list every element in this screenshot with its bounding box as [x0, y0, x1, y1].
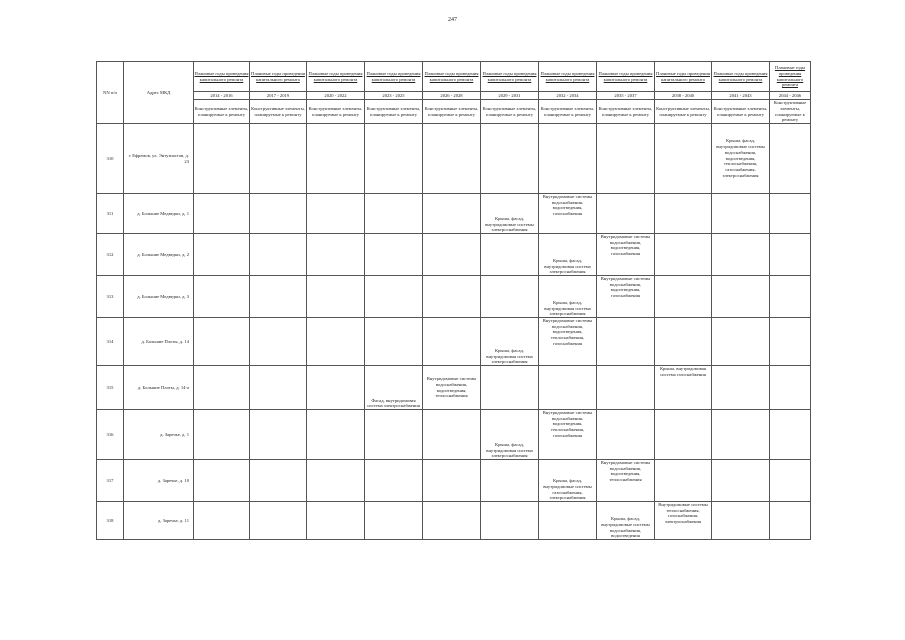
empty-cell: [307, 460, 365, 502]
empty-cell: [250, 502, 307, 540]
empty-cell: [423, 460, 481, 502]
row-address: д. Большие Плоты, д. 14: [124, 318, 194, 366]
empty-cell: [712, 318, 770, 366]
empty-cell: [655, 276, 712, 318]
empty-cell: [194, 410, 250, 460]
repair-elements-cell: Крыша, фасад, внутридомовая система электроснабжения: [539, 276, 597, 318]
header-period-years: 2029 - 2031: [481, 92, 539, 100]
table-row: [97, 124, 811, 194]
empty-cell: [655, 194, 712, 234]
header-period-title: Плановые годы проведения капитального ремонта: [597, 62, 655, 92]
row-address: г. Ефремов, ул. Энтузиастов, д. 23: [124, 124, 194, 194]
empty-cell: [712, 194, 770, 234]
empty-cell: [712, 410, 770, 460]
repair-elements-cell: Крыша, фасад, внутридомовые системы водоснабжения, водоотведения: [597, 502, 655, 540]
empty-cell: [307, 366, 365, 410]
header-period-title: Плановые годы проведения капитального ремонта: [539, 62, 597, 92]
table-row: [97, 460, 811, 502]
empty-cell: [250, 460, 307, 502]
empty-cell: [307, 276, 365, 318]
header-elements-label: Конструктивные элементы, планируемые к ремонту: [250, 100, 307, 124]
repair-elements-cell: Крыша, фасад, внутридомовые системы газоснабжения, электроснабжения: [539, 460, 597, 502]
empty-cell: [770, 318, 811, 366]
empty-cell: [307, 410, 365, 460]
empty-cell: [250, 234, 307, 276]
repair-elements-cell: Крыша, внутридомовая система газоснабжения: [655, 366, 712, 410]
repair-elements-cell: Внутридомовые системы водоснабжения, водоотведения, теплоснабжения, газоснабжения: [539, 318, 597, 366]
empty-cell: [597, 194, 655, 234]
empty-cell: [307, 124, 365, 194]
empty-cell: [597, 124, 655, 194]
row-address: д. Большие Медведки, д. 1: [124, 194, 194, 234]
empty-cell: [655, 318, 712, 366]
empty-cell: [770, 276, 811, 318]
empty-cell: [481, 366, 539, 410]
page-number: 247: [448, 17, 457, 23]
header-period-title: Плановые годы проведения капитального ремонта: [307, 62, 365, 92]
header-num: NN п/п: [97, 62, 124, 124]
header-elements-label: Конструктивные элементы, планируемые к ремонту: [539, 100, 597, 124]
header-period-years: 2041 - 2043: [712, 92, 770, 100]
header-period-title: Плановые годы проведения капитального ремонта: [481, 62, 539, 92]
table-row: [97, 276, 811, 318]
header-elements-label: Конструктивные элементы, планируемые к ремонту: [423, 100, 481, 124]
empty-cell: [365, 234, 423, 276]
header-period-title: Плановые годы проведения капитального ремонта: [655, 62, 712, 92]
empty-cell: [423, 410, 481, 460]
empty-cell: [194, 460, 250, 502]
empty-cell: [770, 460, 811, 502]
repair-elements-cell: Внутридомовые системы водоснабжения, водоотведения, теплоснабжения: [423, 366, 481, 410]
repair-elements-cell: Фасад, внутридомовая система электроснабжения: [365, 366, 423, 410]
header-period-titles-row: [97, 62, 811, 92]
empty-cell: [539, 124, 597, 194]
empty-cell: [250, 194, 307, 234]
repair-elements-cell: Внутридомовые системы теплоснабжения, газоснабжения, электроснабжения: [655, 502, 712, 540]
table-row: [97, 502, 811, 540]
empty-cell: [250, 124, 307, 194]
empty-cell: [481, 234, 539, 276]
empty-cell: [194, 276, 250, 318]
empty-cell: [481, 502, 539, 540]
empty-cell: [423, 318, 481, 366]
row-address: д. Большие Плоты, д. 14-а: [124, 366, 194, 410]
empty-cell: [365, 318, 423, 366]
header-period-years: 2044 - 2046: [770, 92, 811, 100]
header-elements-label: Конструктивные элементы, планируемые к ремонту: [597, 100, 655, 124]
header-period-years: 2035 - 2037: [597, 92, 655, 100]
repair-elements-cell: Крыша, фасад, внутридомовые системы водоснабжения, водоотведения, теплоснабжения, газоснабжения, электроснабжения: [712, 124, 770, 194]
empty-cell: [481, 276, 539, 318]
empty-cell: [194, 502, 250, 540]
empty-cell: [770, 124, 811, 194]
empty-cell: [481, 460, 539, 502]
empty-cell: [365, 502, 423, 540]
row-address: д. Заречье, д. 11: [124, 502, 194, 540]
empty-cell: [194, 234, 250, 276]
header-period-years: 2017 - 2019: [250, 92, 307, 100]
header-period-title: Плановые годы проведения капитального ремонта: [365, 62, 423, 92]
header-elements-label: Конструктивные элементы, планируемые к ремонту: [481, 100, 539, 124]
row-address: д. Заречье, д. 1: [124, 410, 194, 460]
header-elements-label: Конструктивные элементы, планируемые к ремонту: [365, 100, 423, 124]
row-number: 317: [97, 460, 124, 502]
row-number: 310: [97, 124, 124, 194]
empty-cell: [423, 502, 481, 540]
empty-cell: [194, 124, 250, 194]
header-period-title: Плановые годы проведения капитального ремонта: [712, 62, 770, 92]
repair-elements-cell: Внутридомовые системы водоснабжения, водоотведения, газоснабжения: [539, 194, 597, 234]
header-elements-label: Конструктивные элементы, планируемые к ремонту: [770, 100, 811, 124]
empty-cell: [597, 318, 655, 366]
repair-elements-cell: Крыша, фасад, внутридомовая система электроснабжения: [539, 234, 597, 276]
header-elements-label: Конструктивные элементы, планируемые к ремонту: [655, 100, 712, 124]
repair-elements-cell: Крыша, фасад, внутридомовая система электроснабжения: [481, 318, 539, 366]
header-period-title: Плановые годы проведения капитального ремонта: [194, 62, 250, 92]
empty-cell: [712, 460, 770, 502]
table-row: [97, 318, 811, 366]
empty-cell: [307, 318, 365, 366]
row-number: 315: [97, 366, 124, 410]
row-number: 318: [97, 502, 124, 540]
header-elements-row: [97, 100, 811, 124]
empty-cell: [423, 124, 481, 194]
empty-cell: [365, 276, 423, 318]
header-years-row: [97, 92, 811, 100]
row-number: 312: [97, 234, 124, 276]
header-period-years: 2020 - 2022: [307, 92, 365, 100]
empty-cell: [365, 124, 423, 194]
empty-cell: [423, 276, 481, 318]
empty-cell: [770, 194, 811, 234]
empty-cell: [655, 234, 712, 276]
capital-repair-table: [96, 61, 811, 540]
empty-cell: [365, 194, 423, 234]
empty-cell: [597, 410, 655, 460]
empty-cell: [194, 194, 250, 234]
empty-cell: [712, 502, 770, 540]
row-number: 311: [97, 194, 124, 234]
header-period-years: 2014 - 2016: [194, 92, 250, 100]
empty-cell: [194, 318, 250, 366]
empty-cell: [423, 234, 481, 276]
row-number: 314: [97, 318, 124, 366]
header-elements-label: Конструктивные элементы, планируемые к ремонту: [712, 100, 770, 124]
empty-cell: [539, 502, 597, 540]
empty-cell: [250, 410, 307, 460]
empty-cell: [307, 234, 365, 276]
empty-cell: [770, 366, 811, 410]
empty-cell: [250, 276, 307, 318]
empty-cell: [539, 366, 597, 410]
row-address: д. Большие Медведки, д. 3: [124, 276, 194, 318]
empty-cell: [423, 194, 481, 234]
repair-elements-cell: Внутридомовые системы водоснабжения, водоотведения, газоснабжения: [597, 234, 655, 276]
empty-cell: [194, 366, 250, 410]
empty-cell: [655, 410, 712, 460]
table-row: [97, 410, 811, 460]
empty-cell: [770, 234, 811, 276]
row-address: д. Большие Медведки, д. 2: [124, 234, 194, 276]
repair-elements-cell: Внутридомовые системы водоснабжения, водоотведения, теплоснабжения, газоснабжения: [539, 410, 597, 460]
header-elements-label: Конструктивные элементы, планируемые к ремонту: [307, 100, 365, 124]
empty-cell: [597, 366, 655, 410]
table-row: [97, 194, 811, 234]
empty-cell: [250, 318, 307, 366]
header-period-years: 2023 - 2025: [365, 92, 423, 100]
empty-cell: [712, 366, 770, 410]
row-number: 316: [97, 410, 124, 460]
empty-cell: [307, 502, 365, 540]
table-row: [97, 366, 811, 410]
header-period-years: 2032 - 2034: [539, 92, 597, 100]
repair-elements-cell: Внутридомовые системы водоснабжения, водоотведения, газоснабжения: [597, 276, 655, 318]
repair-elements-cell: Крыша, фасад, внутридомовые системы электроснабжения: [481, 194, 539, 234]
empty-cell: [481, 124, 539, 194]
empty-cell: [712, 276, 770, 318]
empty-cell: [365, 460, 423, 502]
table-body: [97, 124, 811, 540]
header-address: Адрес МКД: [124, 62, 194, 124]
empty-cell: [770, 502, 811, 540]
header-period-title: Плановые годы проведения капитального ремонта: [770, 62, 811, 92]
row-address: д. Заречье, д. 10: [124, 460, 194, 502]
row-number: 313: [97, 276, 124, 318]
empty-cell: [655, 460, 712, 502]
empty-cell: [712, 234, 770, 276]
empty-cell: [655, 124, 712, 194]
header-elements-label: Конструктивные элементы, планируемые к ремонту: [194, 100, 250, 124]
header-period-title: Плановые годы проведения капитального ремонта: [250, 62, 307, 92]
header-period-years: 2026 - 2028: [423, 92, 481, 100]
header-period-title: Плановые годы проведения капитального ремонта: [423, 62, 481, 92]
table-row: [97, 234, 811, 276]
empty-cell: [365, 410, 423, 460]
repair-elements-cell: Крыша, фасад, внутридомовая система электроснабжения: [481, 410, 539, 460]
empty-cell: [770, 410, 811, 460]
empty-cell: [307, 194, 365, 234]
empty-cell: [250, 366, 307, 410]
repair-elements-cell: Внутридомовые системы водоснабжения, водоотведения, теплоснабжения: [597, 460, 655, 502]
header-period-years: 2038 - 2040: [655, 92, 712, 100]
